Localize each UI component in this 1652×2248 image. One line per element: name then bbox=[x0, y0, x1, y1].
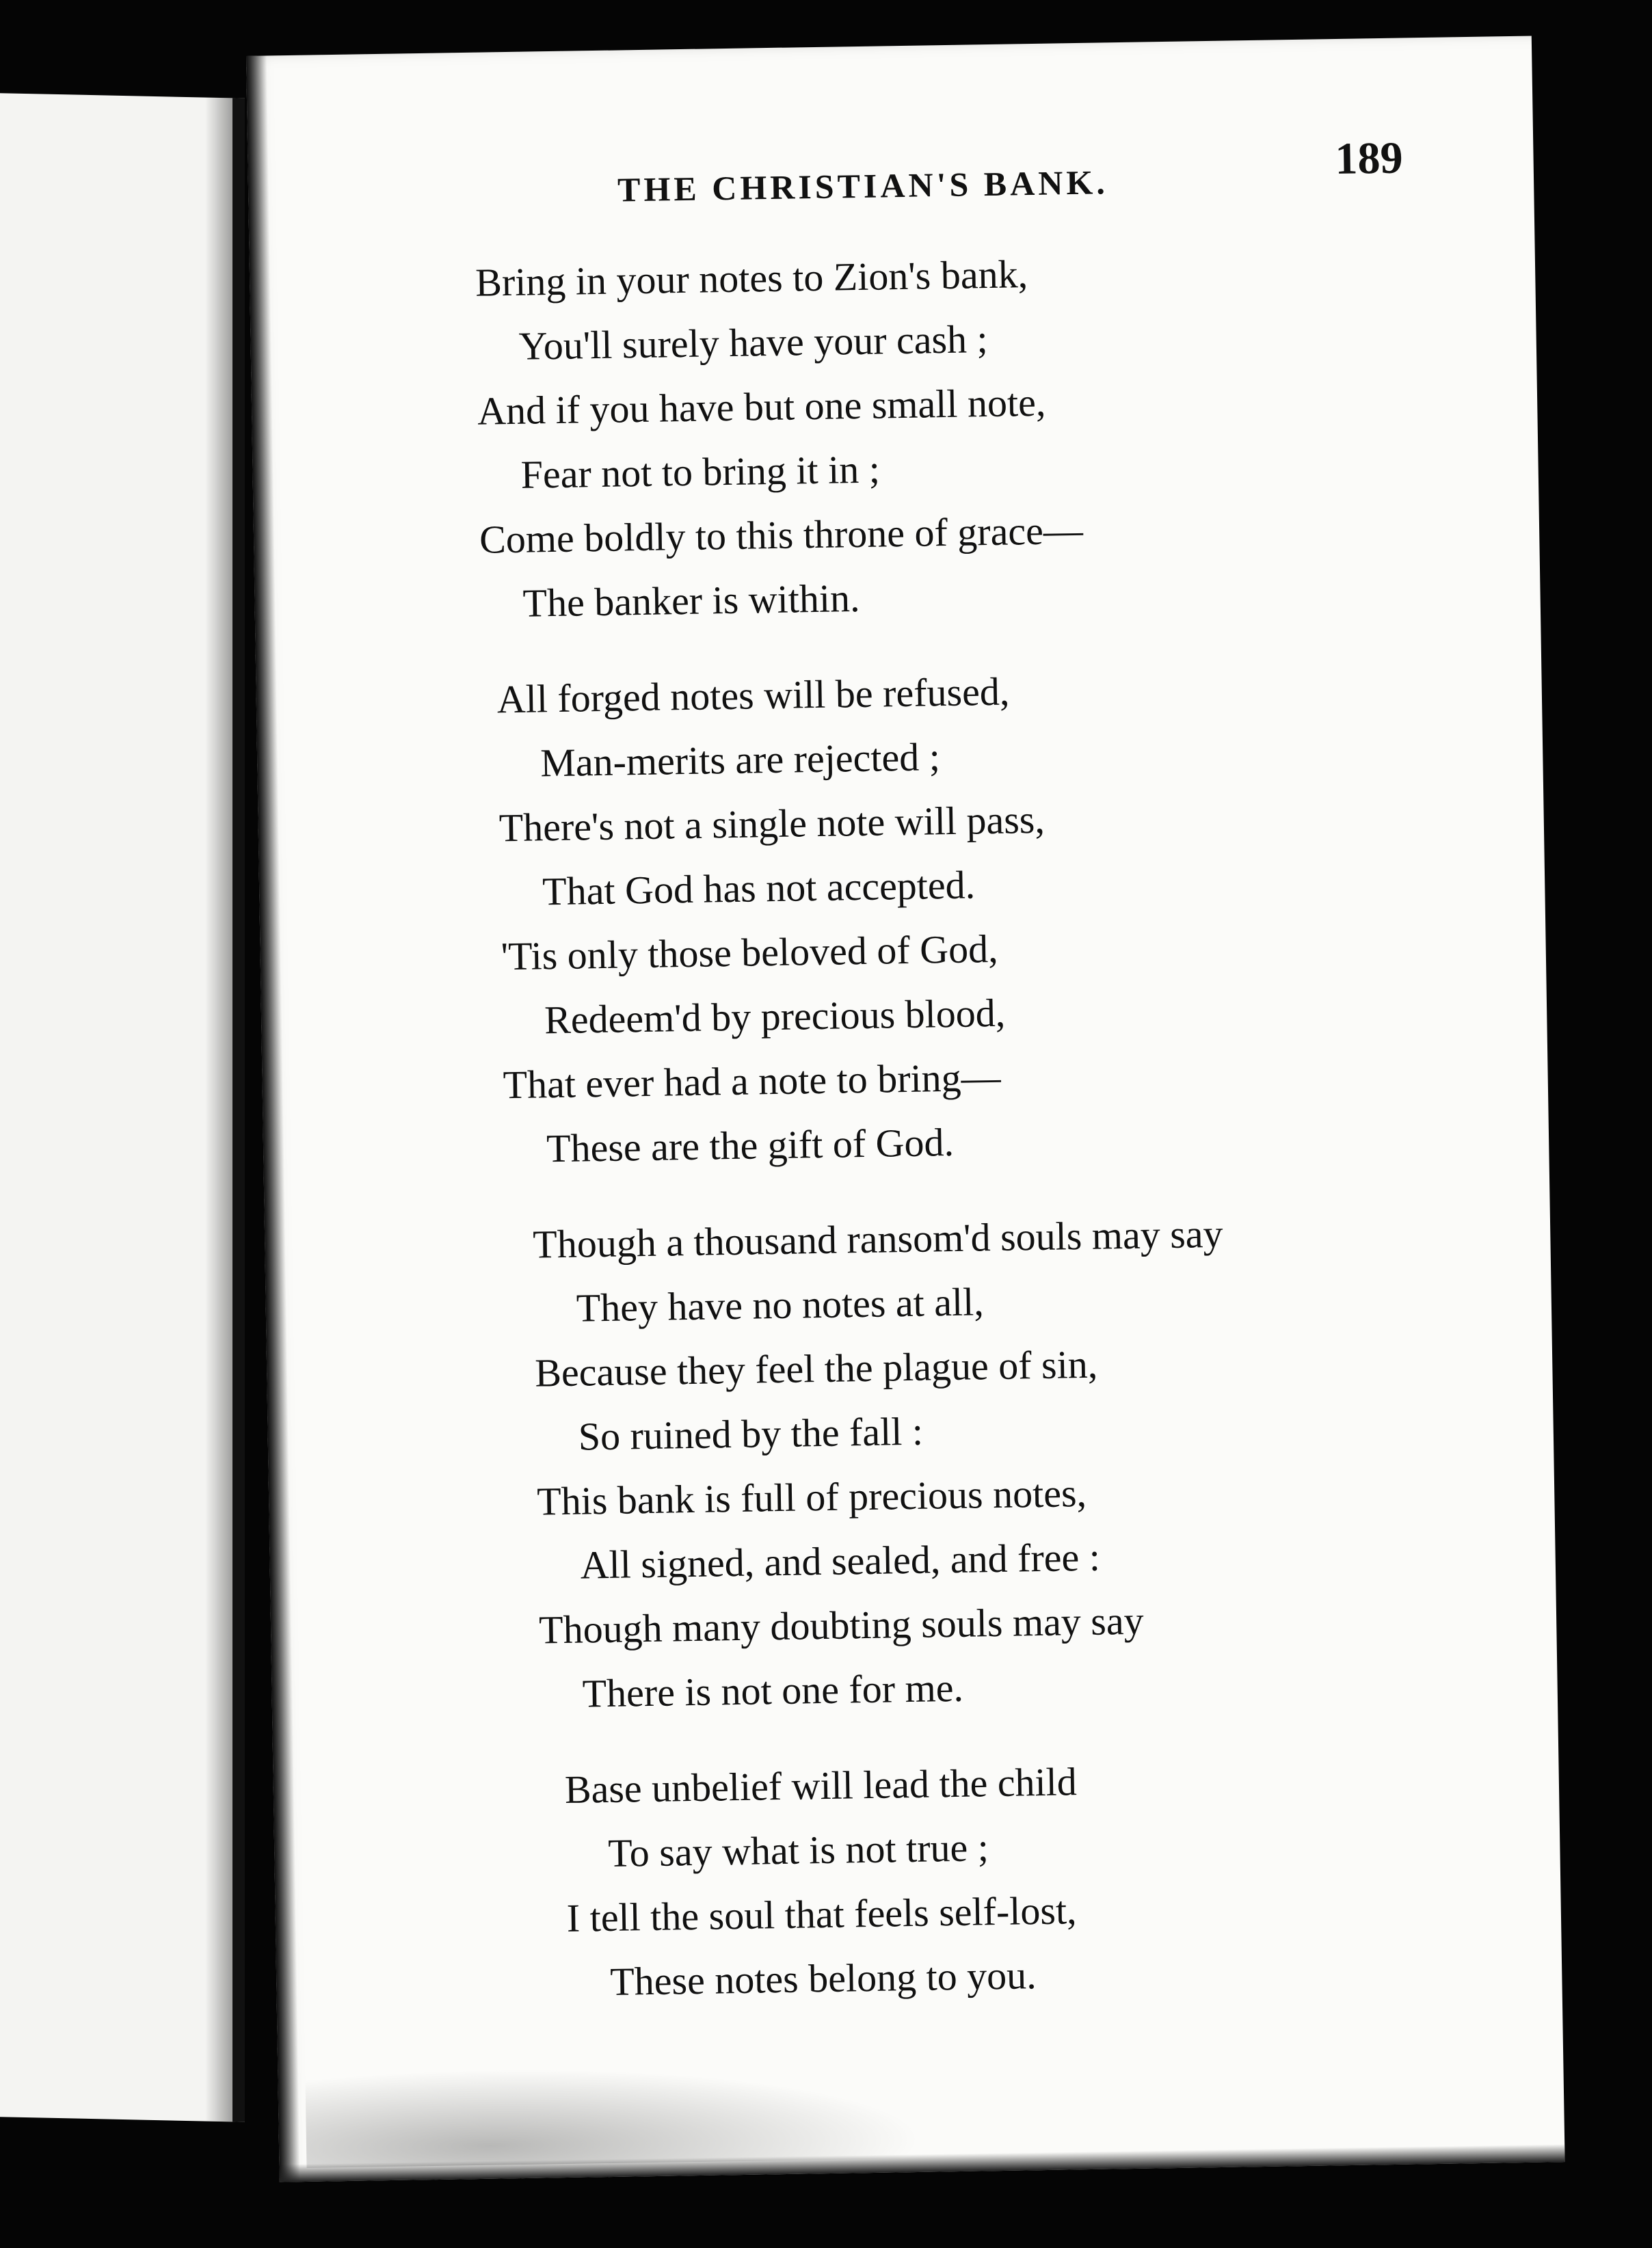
poem-line: Though many doubting souls may say bbox=[538, 1598, 1145, 1652]
poem-line: Man-merits are rejected ; bbox=[539, 734, 941, 786]
stanza bbox=[564, 1743, 1528, 2015]
poem-line: The banker is within. bbox=[522, 576, 860, 626]
poem-line: 'Tis only those beloved of God, bbox=[501, 926, 999, 979]
poem-line: This bank is full of precious notes, bbox=[536, 1470, 1087, 1524]
page-number: 189 bbox=[1334, 133, 1404, 184]
poem-line: Though a thousand ransom'd souls may say bbox=[532, 1211, 1223, 1267]
poem-line: Fear not to bring it in ; bbox=[520, 446, 881, 497]
water-stain bbox=[305, 2063, 922, 2168]
poem bbox=[475, 235, 1529, 2047]
poem-line: That ever had a note to bring— bbox=[503, 1054, 1002, 1108]
right-page bbox=[246, 36, 1565, 2182]
poem-line: To say what is not true ; bbox=[607, 1825, 989, 1876]
poem-line: These notes belong to you. bbox=[609, 1953, 1037, 2004]
left-page-fragment bbox=[0, 93, 245, 2122]
poem-line: They have no notes at all, bbox=[576, 1279, 985, 1330]
poem-line: There is not one for me. bbox=[582, 1665, 964, 1716]
poem-line: There's not a single note will pass, bbox=[498, 797, 1045, 851]
running-head: THE CHRISTIAN'S BANK. bbox=[617, 163, 1109, 209]
poem-line: I tell the soul that feels self-lost, bbox=[566, 1888, 1078, 1940]
poem-line: Bring in your notes to Zion's bank, bbox=[475, 252, 1028, 305]
page-gutter-shadow bbox=[246, 56, 300, 2182]
stanza bbox=[533, 1197, 1524, 1726]
poem-line: These are the gift of God. bbox=[546, 1119, 955, 1171]
poem-line: So ruined by the fall : bbox=[578, 1408, 924, 1459]
poem-line: That God has not accepted. bbox=[542, 862, 976, 914]
poem-line: Come boldly to this throne of grace— bbox=[479, 507, 1084, 562]
poem-line: All signed, and sealed, and free : bbox=[580, 1534, 1101, 1588]
poem-line: Redeem'd by precious blood, bbox=[544, 990, 1006, 1043]
poem-line: Base unbelief will lead the child bbox=[564, 1759, 1078, 1812]
left-page-edge-shadow bbox=[205, 98, 232, 2122]
poem-line: You'll surely have your cash ; bbox=[518, 317, 989, 369]
poem-line: All forged notes will be refused, bbox=[496, 669, 1010, 722]
stanza bbox=[475, 235, 1507, 636]
stanza bbox=[496, 652, 1515, 1181]
poem-line: And if you have but one small note, bbox=[477, 379, 1046, 433]
poem-line: Because they feel the plague of sin, bbox=[534, 1341, 1098, 1395]
